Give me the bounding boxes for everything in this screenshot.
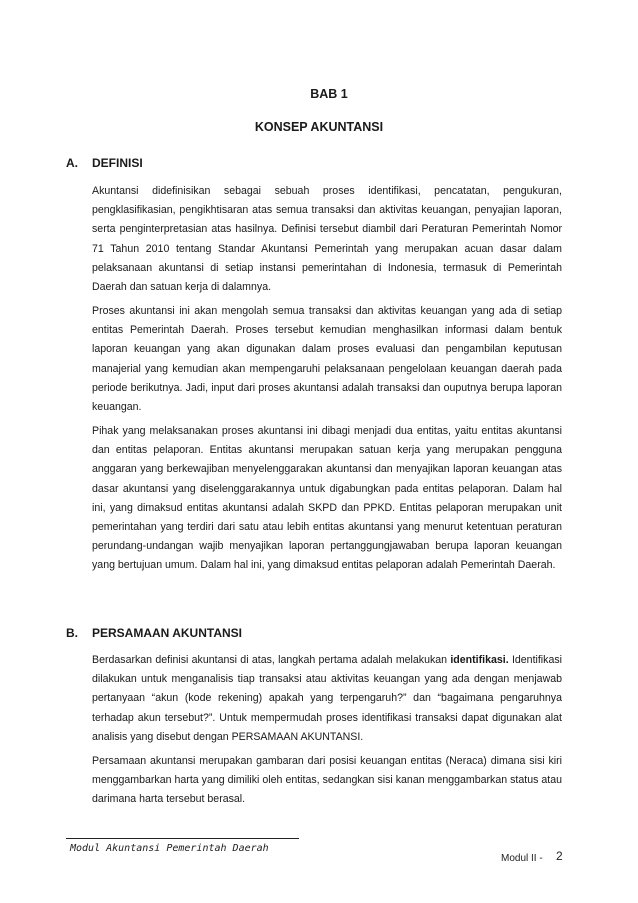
chapter-label: BAB 1 xyxy=(310,87,348,101)
equation-paragraph-1-lead: Berdasarkan definisi akuntansi di atas, langkah pertama adalah melakukan xyxy=(92,654,451,666)
footer-module-label: Modul II - xyxy=(501,853,543,864)
equation-paragraph-1-rest: Identifikasi dilakukan untuk menganalisis tiap transaksi atau aktivitas keuangan yang ada dengan menjawab pertanyaan “akun (kode rekening) apakah yang terpengaruh?” dan “bagaimana pengaruhnya terhadap akun tersebut?”. Untuk mempermudah proses identifikasi transaksi dapat digunakan alat analisis yang disebut dengan PERSAMAAN AKUNTANSI. xyxy=(92,654,562,743)
section-b-number: B. xyxy=(66,626,78,640)
section-b-heading xyxy=(66,626,242,640)
footer-module-title: Modul Akuntansi Pemerintah Daerah xyxy=(70,843,269,854)
footer-divider xyxy=(66,838,299,839)
definition-paragraph-1: Akuntansi didefinisikan sebagai sebuah proses identifikasi, pencatatan, pengukuran, pengklasifikasian, pengikhtisaran atas semua transaksi dan aktivitas keuangan, penyajian laporan, serta penginterpretasian atas hasilnya. Definisi tersebut diambil dari Peraturan Pemerintah Nomor 71 Tahun 2010 tentang Standar Akuntansi Pemerintah yang merupakan acuan dasar dalam pelaksanaan akuntansi di setiap instansi pemerintahan di Indonesia, termasuk di Pemerintah Daerah dan satuan kerja di dalamnya. xyxy=(92,185,562,294)
definition-paragraph-3: Pihak yang melaksanakan proses akuntansi ini dibagi menjadi dua entitas, yaitu entitas akuntansi dan entitas pelaporan. Entitas akuntansi merupakan satuan kerja yang merupakan pengguna anggaran yang berkewajiban menyelenggarakan akuntansi dan menyajikan laporan keuangan atas dasar akuntansi yang diselenggarakannya untuk digabungkan pada entitas pelaporan. Dalam hal ini, yang dimaksud entitas akuntansi adalah SKPD dan PPKD. Entitas pelaporan merupakan unit pemerintahan yang terdiri dari satu atau lebih entitas akuntansi yang menurut ketentuan peraturan perundang-undangan wajib menyajikan laporan pertanggungjawaban berupa laporan keuangan yang bertujuan umum. Dalam hal ini, yang dimaksud entitas pelaporan adalah Pemerintah Daerah. xyxy=(92,425,562,572)
equation-paragraph-1 xyxy=(92,651,562,747)
identification-term: identifikasi. xyxy=(450,654,509,666)
section-b-title: PERSAMAAN AKUNTANSI xyxy=(92,626,242,640)
section-a-title: DEFINISI xyxy=(92,156,143,170)
chapter-title: KONSEP AKUNTANSI xyxy=(254,120,384,134)
equation-paragraph-2: Persamaan akuntansi merupakan gambaran dari posisi keuangan entitas (Neraca) dimana sisi kiri menggambarkan harta yang dimiliki oleh entitas, sedangkan sisi kanan menggambarkan status atau darimana harta tersebut berasal. xyxy=(92,755,562,806)
page-number: 2 xyxy=(556,849,563,863)
definition-paragraph-2: Proses akuntansi ini akan mengolah semua transaksi dan aktivitas keuangan yang ada di setiap entitas Pemerintah Daerah. Proses tersebut kemudian menghasilkan informasi dalam bentuk laporan keuangan yang akan digunakan dalam proses evaluasi dan pengambilan keputusan manajerial yang kemudian akan mempengaruhi pelaksanaan pengelolaan keuangan daerah pada periode berikutnya. Jadi, input dari proses akuntansi adalah transaksi dan ouputnya berupa laporan keuangan. xyxy=(92,305,562,414)
section-a-heading xyxy=(66,156,143,170)
section-a-number: A. xyxy=(66,156,78,170)
